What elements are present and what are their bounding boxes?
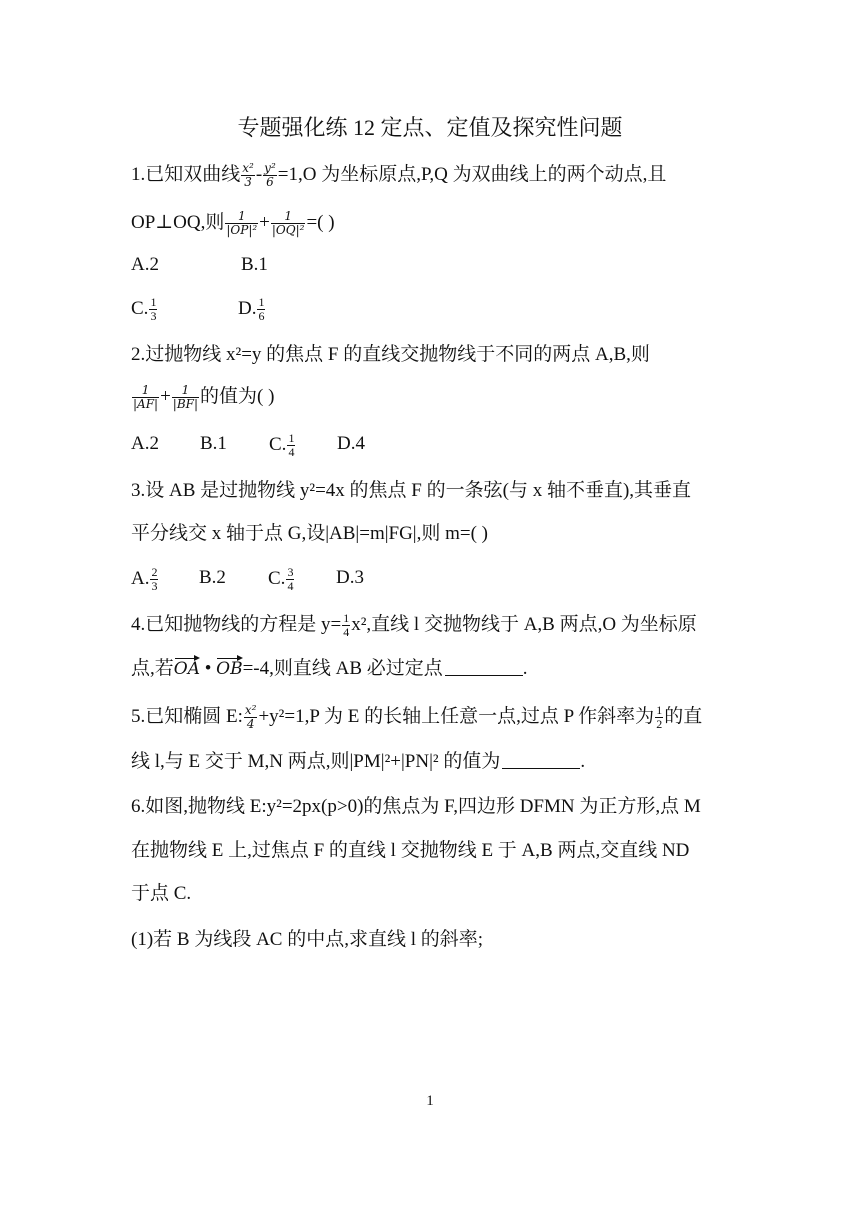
q3-options <box>131 565 364 593</box>
q4-text3: 点,若 <box>131 658 174 679</box>
q3-option-d: D.3 <box>336 567 364 588</box>
q1-text4: =( ) <box>306 211 335 233</box>
q5-period: . <box>580 751 586 772</box>
q2-option-d: D.4 <box>337 433 365 454</box>
q5-text4: 线 l,与 E 交于 M,N 两点,则|PM|²+|PN|² 的值为 <box>131 751 501 772</box>
q4-line2 <box>131 657 528 681</box>
q1-frac-oq: $\frac{1}{\text{|OQ|²}}$ <box>271 209 305 237</box>
q3-line1: 3.设 AB 是过抛物线 y²=4x 的焦点 F 的一条弦(与 x 轴不垂直),其垂直 <box>131 480 692 501</box>
q3-option-a-frac: $\frac{2}{3}$ <box>151 565 158 593</box>
page-title: 专题强化练 12 定点、定值及探究性问题 <box>237 115 623 140</box>
q2-plus: + <box>160 385 171 407</box>
q5-frac-x2-4: $\frac{\text{x²}}{4}$ <box>244 703 257 731</box>
q2-frac-af: $\frac{1}{|AF|}$ <box>133 383 159 411</box>
q2-option-b: B.1 <box>200 433 227 454</box>
q2-options <box>131 431 365 459</box>
q5-line2 <box>131 750 585 774</box>
q1-text3: OP⊥OQ,则 <box>131 211 225 233</box>
q2-option-c: C. $\frac{1}{4}$ <box>269 431 295 459</box>
page-number: 1 <box>426 1093 434 1109</box>
q1-text1: 1.已知双曲线 <box>131 163 241 185</box>
q5-frac-slope: $\frac{1}{2}$ <box>656 703 663 731</box>
q6-part1: (1)若 B 为线段 AC 的中点,求直线 l 的斜率; <box>131 929 484 950</box>
q1-option-c-frac: $\frac{1}{3}$ <box>150 295 157 323</box>
q1-option-c: C. $\frac{1}{3}$ <box>131 295 157 323</box>
q4-vector-ob: OB <box>216 659 243 679</box>
q1-text2: =1,O 为坐标原点,P,Q 为双曲线上的两个动点,且 <box>277 163 667 185</box>
q6-line3: 于点 C. <box>131 883 192 904</box>
q1-option-a: A.2 <box>131 254 159 275</box>
q3-option-b: B.2 <box>199 567 226 588</box>
q1-frac-x2-3: $\frac{\text{x²}}{3}$ <box>242 161 254 189</box>
q1-frac-op: $\frac{1}{\text{|OP|²}}$ <box>226 209 258 237</box>
q4-frac: $\frac{1}{4}$ <box>343 611 350 639</box>
q5-text1: 5.已知椭圆 E: <box>131 705 243 727</box>
q4-text1: 4.已知抛物线的方程是 y= <box>131 613 342 635</box>
q1-minus: - <box>255 163 263 185</box>
q4-answer-blank[interactable] <box>445 657 523 676</box>
q1-option-b: B.1 <box>241 254 268 275</box>
q2-frac-bf: $\frac{1}{|BF|}$ <box>172 383 199 411</box>
q2-line1: 2.过抛物线 x²=y 的焦点 F 的直线交抛物线于不同的两点 A,B,则 <box>131 344 650 365</box>
q4-text2: x²,直线 l 交抛物线于 A,B 两点,O 为坐标原 <box>351 613 697 635</box>
q1-option-d: D. $\frac{1}{6}$ <box>238 295 265 323</box>
q2-option-a: A.2 <box>131 433 159 454</box>
q1-plus: + <box>259 211 270 233</box>
q3-option-a: A. $\frac{2}{3}$ <box>131 565 158 593</box>
q2-option-c-frac: $\frac{1}{4}$ <box>288 431 295 459</box>
q4-text4: =-4,则直线 AB 必过定点 <box>242 658 443 679</box>
q1-frac-y2-6: $\frac{\text{y²}}{6}$ <box>264 161 276 189</box>
q4-vector-oa: OA <box>173 659 200 679</box>
q3-line2: 平分线交 x 轴于点 G,设|AB|=m|FG|,则 m=( ) <box>131 523 489 544</box>
q3-option-c-frac: $\frac{3}{4}$ <box>287 565 294 593</box>
q5-text2: +y²=1,P 为 E 的长轴上任意一点,过点 P 作斜率为 <box>258 705 655 727</box>
q3-option-c: C. $\frac{3}{4}$ <box>268 565 294 593</box>
q1-option-d-frac: $\frac{1}{6}$ <box>258 295 265 323</box>
q4-period: . <box>522 658 528 679</box>
q6-line2: 在抛物线 E 上,过焦点 F 的直线 l 交抛物线 E 于 A,B 两点,交直线 ND <box>131 840 690 861</box>
q1-line2 <box>131 210 335 237</box>
q1-options-row1 <box>131 253 268 277</box>
q5-answer-blank[interactable] <box>502 750 580 769</box>
q4-line1 <box>131 612 697 639</box>
q5-line1 <box>131 704 702 731</box>
q6-line1: 6.如图,抛物线 E:y²=2px(p>0)的焦点为 F,四边形 DFMN 为正方形,点 M <box>131 796 701 817</box>
q4-dot: • <box>199 658 217 679</box>
q1-options-row2 <box>131 295 265 323</box>
q1-line1 <box>131 162 666 189</box>
q5-text3: 的直 <box>664 705 703 727</box>
q2-text2: 的值为( ) <box>200 385 275 407</box>
q2-line2 <box>131 384 274 411</box>
